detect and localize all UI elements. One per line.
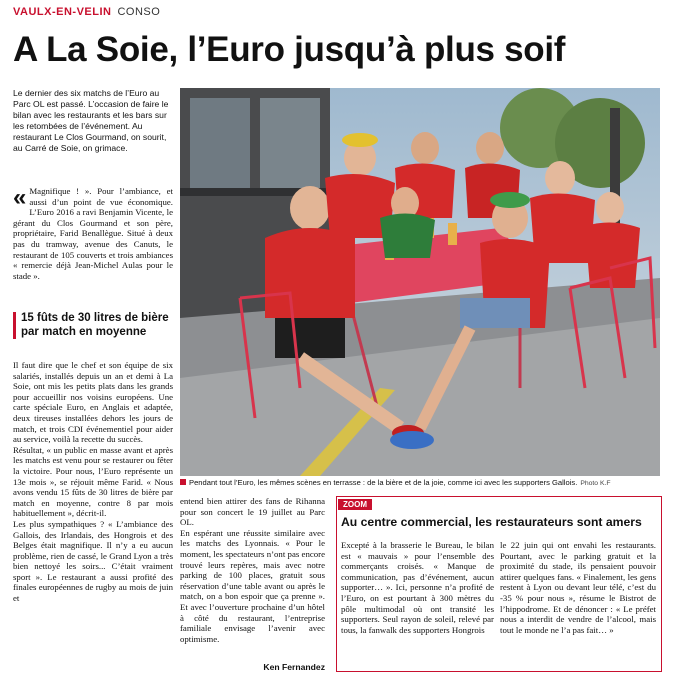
- article-column-1-continued: [13, 360, 173, 604]
- author-byline: Ken Fernandez: [263, 662, 325, 672]
- caption-text: Pendant tout l’Euro, les mêmes scènes en terrasse : de la bière et de la joie, comme ici avec les supporters Gallois.: [189, 478, 578, 487]
- paragraph-5: entend bien attirer des fans de Rihanna pour son concert le 19 juillet au Parc OL.: [180, 496, 325, 528]
- headline: A La Soie, l’Euro jusqu’à plus soif: [13, 30, 566, 69]
- dropcap-quote: «: [13, 184, 27, 211]
- caption-bullet: [180, 479, 186, 485]
- article-column-2: [180, 496, 325, 644]
- location-label: VAULX-EN-VELIN: [13, 6, 112, 18]
- photo-credit: Photo K.F: [580, 480, 611, 487]
- zoom-column-1: Excepté à la brasserie le Bureau, le bilan est « mauvais » pour l’ensemble des commerçants croisés. « Manque de communication, pas d’événement, aucun supporter… ». Ici, personne n’a profité de l’Euro, on est pourtant à 300 mètres du pôle multimodal où ont transité les supporters. Seul rayon de soleil, relevé par tous, la fanwalk des supporters Hongrois: [341, 540, 494, 635]
- section-header: [13, 6, 160, 18]
- subheading: 15 fûts de 30 litres de bière par match en moyenne: [13, 312, 181, 339]
- zoom-tag: ZOOM: [338, 499, 372, 510]
- paragraph-1: Magnifique ! ». Pour l’ambiance, et aussi d’un point de vue économique. L’Euro 2016 a ravi Benjamin Vicente, le gérant du Clos Gourmand et son père, propriétaire, Farid Benallègue. Situé à deux pas du tramway, avenue des Canuts, le restaurant de 105 couverts et trois ambiances « remercie déjà Jean-Michel Aulas pour le stade ».: [13, 186, 173, 281]
- paragraph-3: Résultat, « un public en masse avant et après les matchs est venu pour se restaurer ou fêter la victoire. Pour nous, l’Euro représente un 13e mois », se réjouit même Farid. « Nous avons vendu 15 fûts de 30 litres de bière par match en moyenne, contre 8 par mois habituellement », décrit-il.: [13, 444, 173, 519]
- section-label: CONSO: [117, 6, 161, 18]
- photo-caption: [180, 478, 660, 489]
- zoom-column-2: le 22 juin qui ont envahi les restaurants. Pourtant, avec le parking gratuit et la proximité du stade, ils pensaient pouvoir attirer quelques fans. « Finalement, les gens restent à Lyon ou devant leur télé, c’est du -35 % pour nous », résume le Bistrot de l’hippodrome. Et de dénoncer : « Le préfet nous a interdit de vendre de l’alcool, mais tout le monde ne l’a pas fait… »: [500, 540, 656, 635]
- paragraph-6: En espérant une réussite similaire avec les matchs des Lyonnais. « Pour le moment, les spectateurs n’ont pas encore trouvé leurs repères, mais avec notre parking de 100 places, gratuit sous réservation d’une table avant ou après le match, on a bon espoir que ça prenne ». Et avec l’ouverture prochaine d’un hôtel à côté du restaurant, l’entreprise familiale envisage l’avenir avec optimisme.: [180, 527, 325, 644]
- paragraph-2: Il faut dire que le chef et son équipe de six salariés, installés depuis un an et demi à La Soie, ont mis les petits plats dans les grands pour accueillir nos voisins européens. Une carte spéciale Euro, en Anglais et adaptée, deux tireuses installées dehors les jours de match, et trois CDI événementiel pour aider au service, voilà la recette du succès.: [13, 360, 173, 445]
- supporters-terrace-image: [180, 88, 660, 476]
- lead-paragraph: Le dernier des six matchs de l’Euro au Parc OL est passé. L’occasion de faire le bilan avec les restaurants et les bars sur les retombées de l’événement. Au restaurant Le Clos Gourmand, on sourit, au Carré de Soie, on grimace.: [13, 88, 169, 153]
- paragraph-4: Les plus sympathiques ? « L’ambiance des Gallois, des Irlandais, des Hongrois et des Belges était magnifique. Il n’y a eu aucun problème, rien de cassé, le Grand Lyon a très bien nettoyé les soirs... C’était vraiment sport ». Le restaurant a aussi profité des finales européennes de rugby au mois de juin et: [13, 518, 173, 604]
- article-photo: [180, 88, 660, 476]
- article-column-1: [13, 186, 173, 281]
- zoom-box-title: Au centre commercial, les restaurateurs sont amers: [341, 515, 642, 529]
